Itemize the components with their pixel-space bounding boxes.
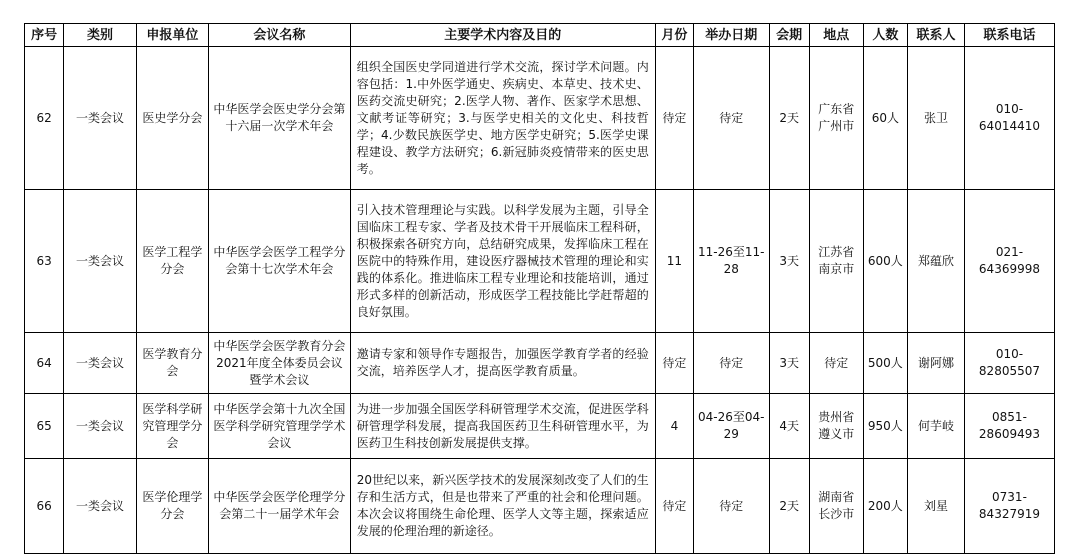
cell-date: 04-26至04-29 <box>694 394 769 459</box>
header-cell-unit: 申报单位 <box>136 24 208 47</box>
cell-month: 待定 <box>655 333 693 394</box>
header-cell-attendees: 人数 <box>863 24 907 47</box>
table-row <box>25 459 1055 554</box>
cell-content: 邀请专家和领导作专题报告，加强医学教育学者的经验交流，培养医学人才，提高医学教育质量。 <box>350 333 655 394</box>
cell-date: 待定 <box>694 459 769 554</box>
table-row <box>25 333 1055 394</box>
header-cell-contact: 联系人 <box>908 24 965 47</box>
cell-contact: 郑蕴欣 <box>908 190 965 333</box>
cell-content: 20世纪以来，新兴医学技术的发展深刻改变了人们的生存和生活方式，但是也带来了严重的社会和伦理问题。本次会议将围绕生命伦理、医学人文等主题，探索适应发展的伦理治理的新途径。 <box>350 459 655 554</box>
cell-phone: 010-64014410 <box>964 47 1054 190</box>
cell-phone: 010-82805507 <box>964 333 1054 394</box>
table-row <box>25 190 1055 333</box>
cell-category: 一类会议 <box>64 333 136 394</box>
cell-location: 贵州省遵义市 <box>809 394 863 459</box>
cell-name: 中华医学会医史学分会第十六届一次学术年会 <box>209 47 351 190</box>
cell-attendees: 60人 <box>863 47 907 190</box>
cell-phone: 021-64369998 <box>964 190 1054 333</box>
header-cell-phone: 联系电话 <box>964 24 1054 47</box>
header-cell-category: 类别 <box>64 24 136 47</box>
cell-location: 广东省广州市 <box>809 47 863 190</box>
cell-no: 63 <box>25 190 64 333</box>
cell-attendees: 600人 <box>863 190 907 333</box>
cell-name: 中华医学会医学工程学分会第十七次学术年会 <box>209 190 351 333</box>
cell-content: 组织全国医史学同道进行学术交流，探讨学术问题。内容包括：1.中外医学通史、疾病史、本草史、技术史、医药交流史研究；2.医学人物、著作、医家学术思想、文献考证等研究；3.与医学史相关的文化史、科技哲学；4.少数民族医学史、地方医学史研究；5.医学史课程建设、教学方法研究；6.新冠肺炎疫情带来的医史思考。 <box>350 47 655 190</box>
cell-duration: 2天 <box>769 47 809 190</box>
cell-month: 待定 <box>655 47 693 190</box>
header-cell-date: 举办日期 <box>694 24 769 47</box>
cell-date: 11-26至11-28 <box>694 190 769 333</box>
cell-contact: 张卫 <box>908 47 965 190</box>
cell-content: 引入技术管理理论与实践。以科学发展为主题，引导全国临床工程专家、学者及技术骨干开展临床工程科研，积极探索各研究方向，总结研究成果，发挥临床工程在医院中的特殊作用，建设医疗器械技术管理的理论和实践的体系化。推进临床工程专业理论和技能培训，通过形式多样的创新活动，形成医学工程技能比学赶帮超的良好氛围。 <box>350 190 655 333</box>
cell-attendees: 950人 <box>863 394 907 459</box>
header-cell-month: 月份 <box>655 24 693 47</box>
cell-unit: 医学科学研究管理学分会 <box>136 394 208 459</box>
header-cell-location: 地点 <box>809 24 863 47</box>
cell-location: 待定 <box>809 333 863 394</box>
header-cell-duration: 会期 <box>769 24 809 47</box>
cell-date: 待定 <box>694 333 769 394</box>
cell-category: 一类会议 <box>64 190 136 333</box>
cell-contact: 刘星 <box>908 459 965 554</box>
cell-phone: 0851-28609493 <box>964 394 1054 459</box>
cell-month: 11 <box>655 190 693 333</box>
cell-contact: 谢阿娜 <box>908 333 965 394</box>
cell-attendees: 200人 <box>863 459 907 554</box>
cell-no: 66 <box>25 459 64 554</box>
cell-no: 62 <box>25 47 64 190</box>
cell-location: 江苏省南京市 <box>809 190 863 333</box>
cell-location: 湖南省长沙市 <box>809 459 863 554</box>
cell-month: 待定 <box>655 459 693 554</box>
table-header-row <box>25 24 1055 47</box>
cell-category: 一类会议 <box>64 394 136 459</box>
cell-month: 4 <box>655 394 693 459</box>
header-cell-name: 会议名称 <box>209 24 351 47</box>
cell-no: 65 <box>25 394 64 459</box>
cell-name: 中华医学会医学伦理学分会第二十一届学术年会 <box>209 459 351 554</box>
table-row <box>25 394 1055 459</box>
cell-category: 一类会议 <box>64 459 136 554</box>
cell-attendees: 500人 <box>863 333 907 394</box>
header-cell-content: 主要学术内容及目的 <box>350 24 655 47</box>
meeting-schedule-table <box>24 23 1055 554</box>
cell-contact: 何芋岐 <box>908 394 965 459</box>
cell-unit: 医史学分会 <box>136 47 208 190</box>
header-cell-no: 序号 <box>25 24 64 47</box>
cell-unit: 医学教育分会 <box>136 333 208 394</box>
cell-name: 中华医学会医学教育分会2021年度全体委员会议暨学术会议 <box>209 333 351 394</box>
cell-duration: 3天 <box>769 190 809 333</box>
cell-no: 64 <box>25 333 64 394</box>
cell-category: 一类会议 <box>64 47 136 190</box>
cell-duration: 3天 <box>769 333 809 394</box>
cell-duration: 4天 <box>769 394 809 459</box>
table-row <box>25 47 1055 190</box>
cell-name: 中华医学会第十九次全国医学科学研究管理学学术会议 <box>209 394 351 459</box>
cell-unit: 医学伦理学分会 <box>136 459 208 554</box>
cell-content: 为进一步加强全国医学科研管理学术交流，促进医学科研管理学科发展，提高我国医药卫生科研管理水平，为医药卫生科技创新发展提供支撑。 <box>350 394 655 459</box>
cell-duration: 2天 <box>769 459 809 554</box>
cell-unit: 医学工程学分会 <box>136 190 208 333</box>
cell-phone: 0731-84327919 <box>964 459 1054 554</box>
cell-date: 待定 <box>694 47 769 190</box>
